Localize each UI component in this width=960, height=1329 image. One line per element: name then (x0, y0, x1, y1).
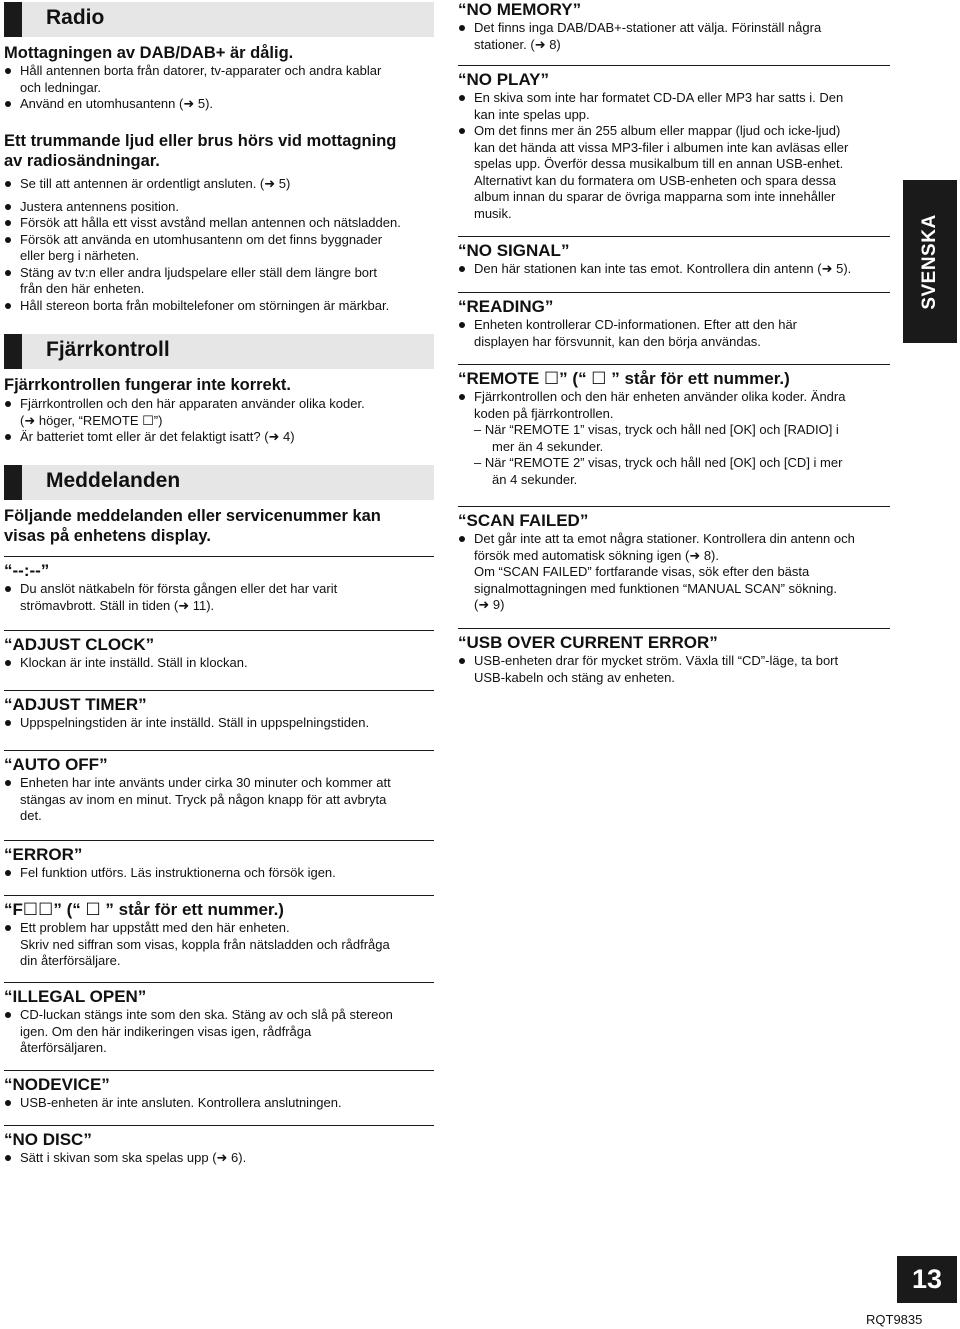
bullet-icon (5, 181, 11, 187)
list-item: Håll stereon borta från mobiltelefoner om störningen är märkbar. (4, 298, 434, 315)
message-title: “NO PLAY” (458, 70, 550, 89)
message-list (4, 655, 434, 672)
list-item: En skiva som inte har formatet CD-DA eller MP3 har satts i. Den kan inte spelas upp. (458, 90, 890, 123)
bullet-icon (459, 658, 465, 664)
message-block (4, 556, 434, 614)
bullet-icon (459, 322, 465, 328)
bullet-icon (5, 1012, 11, 1018)
list-item: Sätt i skivan som ska spelas upp (➜ 6). (4, 1150, 434, 1167)
message-block (458, 0, 890, 53)
list-item: Se till att antennen är ordentligt ansluten. (➜ 5) (4, 176, 434, 193)
section-marker (4, 465, 22, 500)
bullet-icon (5, 434, 11, 440)
message-list (4, 920, 434, 970)
document-code: RQT9835 (866, 1312, 923, 1327)
message-list (4, 775, 434, 825)
bullet-icon (459, 266, 465, 272)
issue-title: Mottagningen av DAB/DAB+ är dålig. (4, 44, 294, 62)
message-list (4, 1150, 434, 1167)
bullet-icon (5, 204, 11, 210)
bullet-icon (5, 270, 11, 276)
message-list (4, 1007, 434, 1057)
message-block (458, 364, 890, 488)
list-item: Enheten kontrollerar CD-informationen. Efter att den här displayen har försvunnit, kan den börja användas. (458, 317, 890, 350)
section-marker (4, 2, 22, 37)
bullet-icon (5, 1100, 11, 1106)
bullet-icon (5, 586, 11, 592)
message-title: “AUTO OFF” (4, 755, 108, 774)
message-block (4, 690, 434, 732)
message-title: “ILLEGAL OPEN” (4, 987, 147, 1006)
list-item: Det finns inga DAB/DAB+-stationer att välja. Förinställ några stationer. (➜ 8) (458, 20, 890, 53)
message-list (458, 389, 890, 488)
bullet-icon (459, 128, 465, 134)
message-block (458, 65, 890, 222)
bullet-icon (5, 870, 11, 876)
section-header-radio (4, 2, 434, 37)
message-list (4, 715, 434, 732)
message-title: “F☐☐” (“ ☐ ” står för ett nummer.) (4, 900, 284, 919)
issue-list (4, 63, 434, 113)
list-item: Enheten har inte använts under cirka 30 minuter och kommer att stängas av inom en minut. Tryck på någon knapp för att avbryta det. (4, 775, 434, 825)
message-block (458, 236, 890, 278)
message-list (4, 581, 434, 614)
message-block (4, 895, 434, 970)
issue-title: Ett trummande ljud eller brus hörs vid mottagning av radiosändningar. (4, 132, 397, 170)
message-block (458, 628, 890, 686)
message-title: “NO MEMORY” (458, 0, 582, 19)
list-item: Den här stationen kan inte tas emot. Kontrollera din antenn (➜ 5). (458, 261, 890, 278)
list-item: USB-enheten drar för mycket ström. Växla till “CD”-läge, ta bort USB-kabeln och stäng av enheten. (458, 653, 890, 686)
bullet-icon (5, 720, 11, 726)
message-title: “REMOTE ☐” (“ ☐ ” står för ett nummer.) (458, 369, 790, 388)
section-header-remote (4, 334, 434, 369)
message-list (458, 653, 890, 686)
list-item: Ett problem har uppstått med den här enheten. Skriv ned siffran som visas, koppla från nätsladden och rådfråga din återförsäljare. (4, 920, 434, 970)
message-list (458, 531, 890, 614)
issue-list (4, 176, 434, 314)
message-block (4, 1070, 434, 1112)
messages-intro: Följande meddelanden eller servicenummer kan visas på enhetens display. (4, 507, 381, 545)
message-title: “NODEVICE” (4, 1075, 110, 1094)
bullet-icon (5, 660, 11, 666)
language-tab (903, 180, 957, 343)
list-item: USB-enheten är inte ansluten. Kontrollera anslutningen. (4, 1095, 434, 1112)
list-item: Fjärrkontrollen och den här apparaten använder olika koder. (➜ höger, “REMOTE ☐”) (4, 396, 434, 429)
bullet-icon (5, 237, 11, 243)
message-title: “NO DISC” (4, 1130, 92, 1149)
bullet-icon (459, 25, 465, 31)
section-header-messages (4, 465, 434, 500)
message-list (4, 865, 434, 882)
message-title: “NO SIGNAL” (458, 241, 570, 260)
message-block (4, 1125, 434, 1167)
bullet-icon (5, 68, 11, 74)
list-item: Om det finns mer än 255 album eller mappar (ljud och icke-ljud) kan det hända att vissa MP3-filer i albumen inte kan avläsas eller spelas upp. Överför dessa musikalbum till en annan USB-enhet. Alternativt kan du formatera om USB-enheten och spara dessa album innan du sparar de övriga mapparna som inte innehåller musik. (458, 123, 890, 222)
message-title: “READING” (458, 297, 554, 316)
list-item: Det går inte att ta emot några stationer. Kontrollera din antenn och försök med automatisk sökning igen (➜ 8). Om “SCAN FAILED” fortfarande visas, sök efter den bästa signalmottagningen med funktionen “MANUAL SCAN” sökning. (➜ 9) (458, 531, 890, 614)
page-number: 13 (897, 1256, 957, 1303)
message-block (4, 982, 434, 1057)
list-item: Stäng av tv:n eller andra ljudspelare eller ställ dem längre bort från den här enheten. (4, 265, 434, 298)
list-item: Justera antennens position. (4, 199, 434, 216)
bullet-icon (459, 95, 465, 101)
list-item: Försök att använda en utomhusantenn om det finns byggnader eller berg i närheten. (4, 232, 434, 265)
list-item: Fel funktion utförs. Läs instruktionerna och försök igen. (4, 865, 434, 882)
message-block (4, 630, 434, 672)
bullet-icon (5, 925, 11, 931)
list-item: Fjärrkontrollen och den här enheten använder olika koder. Ändra koden på fjärrkontrollen. – När “REMOTE 1” visas, tryck och håll ned [OK] och [RADIO] i mer än 4 sekunder. – När “REMOTE 2” visas, tryck och håll ned [OK] och [CD] i mer än 4 sekunder. (458, 389, 890, 488)
message-title: “--:--” (4, 561, 50, 580)
bullet-icon (5, 303, 11, 309)
list-item: Använd en utomhusantenn (➜ 5). (4, 96, 434, 113)
bullet-icon (5, 220, 11, 226)
message-list (458, 317, 890, 350)
message-list (4, 1095, 434, 1112)
bullet-icon (5, 401, 11, 407)
bullet-icon (5, 1155, 11, 1161)
issue-title: Fjärrkontrollen fungerar inte korrekt. (4, 376, 291, 394)
bullet-icon (5, 101, 11, 107)
list-item: CD-luckan stängs inte som den ska. Stäng av och slå på stereon igen. Om den här indikeringen visas igen, rådfråga återförsäljaren. (4, 1007, 434, 1057)
message-title: “ADJUST CLOCK” (4, 635, 155, 654)
list-item: Klockan är inte inställd. Ställ in klockan. (4, 655, 434, 672)
section-title-radio: Radio (46, 6, 105, 29)
list-item: Du anslöt nätkabeln för första gången eller det har varit strömavbrott. Ställ in tiden (➜ 11). (4, 581, 434, 614)
message-block (458, 292, 890, 350)
list-item: Är batteriet tomt eller är det felaktigt isatt? (➜ 4) (4, 429, 434, 446)
language-tab-label: SVENSKA (919, 214, 940, 310)
list-item: Uppspelningstiden är inte inställd. Ställ in uppspelningstiden. (4, 715, 434, 732)
message-title: “ADJUST TIMER” (4, 695, 147, 714)
message-title: “ERROR” (4, 845, 83, 864)
section-title-messages: Meddelanden (46, 469, 181, 492)
issue-list (4, 396, 434, 446)
section-title-remote: Fjärrkontroll (46, 338, 170, 361)
message-block (4, 840, 434, 882)
list-item: Håll antennen borta från datorer, tv-apparater och andra kablar och ledningar. (4, 63, 434, 96)
message-block (458, 506, 890, 614)
message-list (458, 261, 890, 278)
bullet-icon (5, 780, 11, 786)
message-list (458, 90, 890, 222)
message-title: “USB OVER CURRENT ERROR” (458, 633, 718, 652)
list-item: Försök att hålla ett visst avstånd mellan antennen och nätsladden. (4, 215, 434, 232)
section-marker (4, 334, 22, 369)
message-title: “SCAN FAILED” (458, 511, 589, 530)
bullet-icon (459, 394, 465, 400)
message-block (4, 750, 434, 825)
bullet-icon (459, 536, 465, 542)
message-list (458, 20, 890, 53)
